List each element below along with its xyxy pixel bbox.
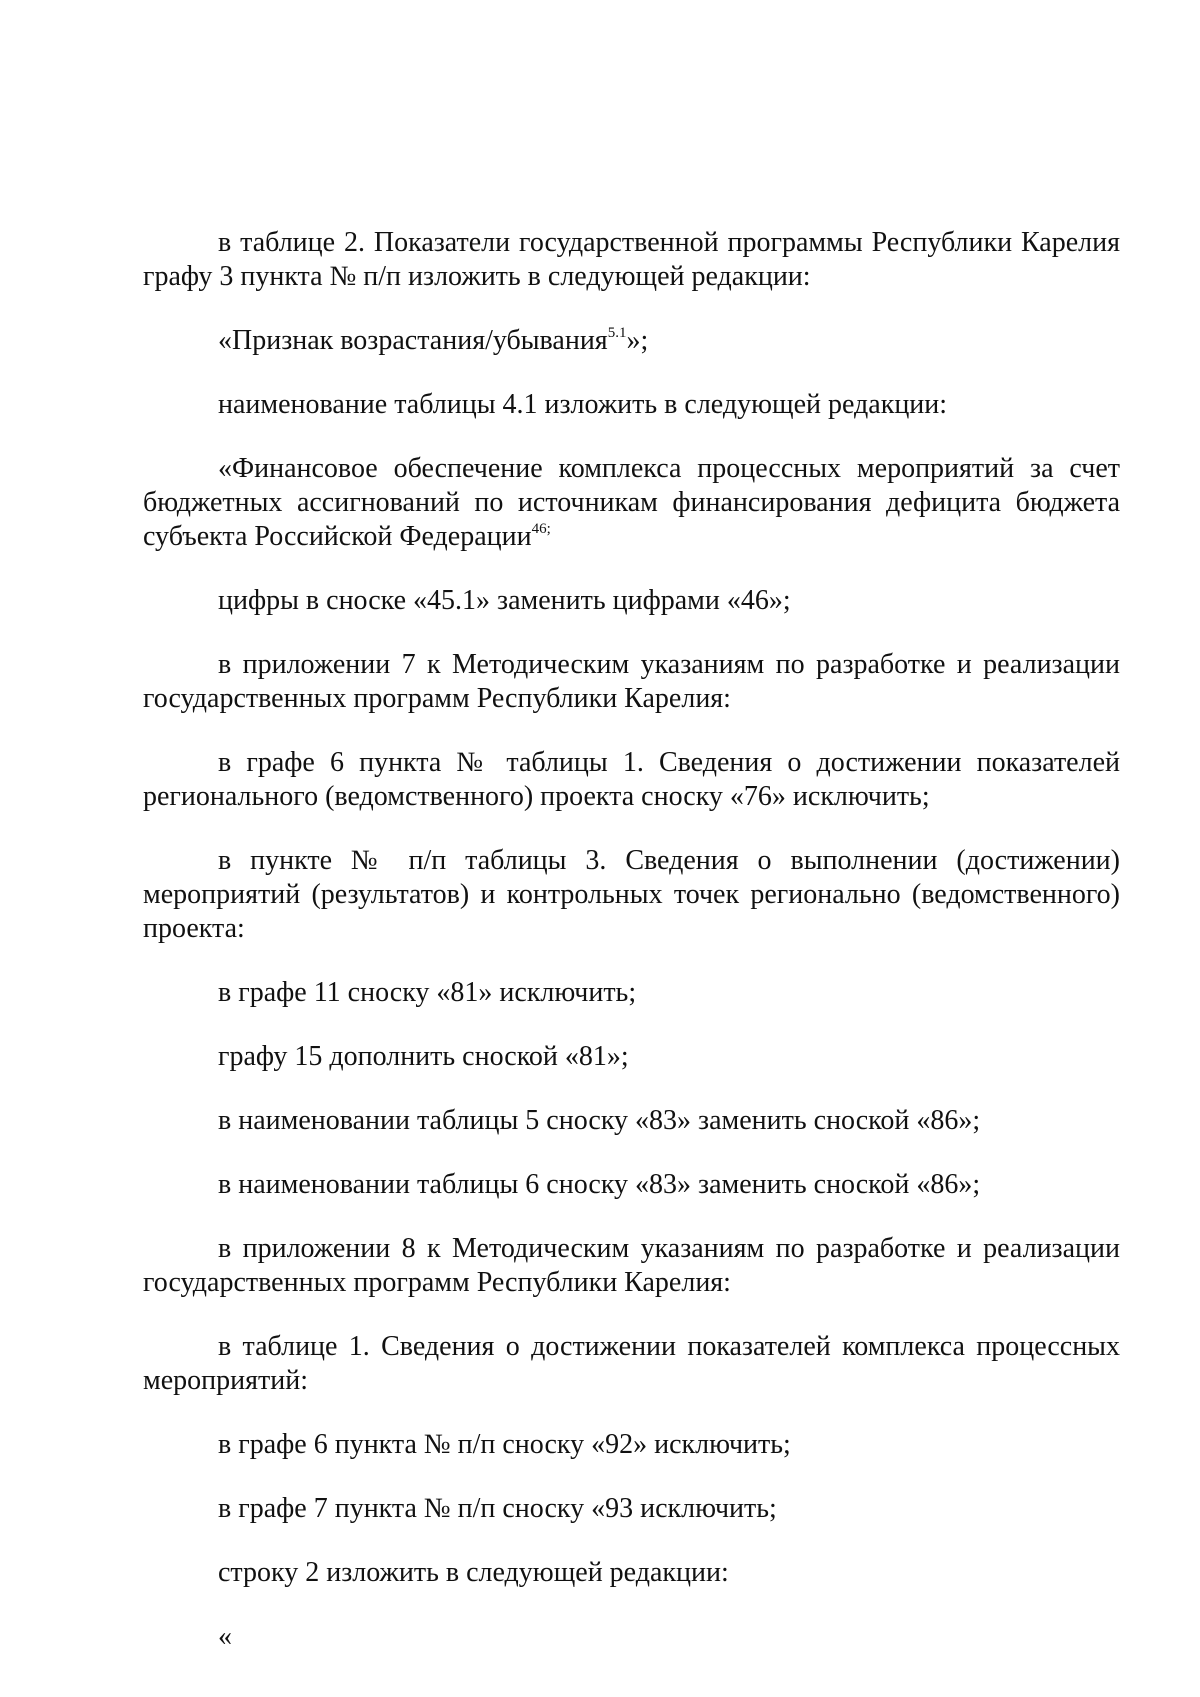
paragraph-5: цифры в сноске «45.1» заменить цифрами «46»;: [218, 585, 791, 616]
paragraph-1: в таблице 2. Показатели государственной программы Республики Карелия графу 3 пункта № п/п изложить в следующей редакции:: [143, 227, 1120, 292]
paragraph-15: в графе 6 пункта № п/п сноску «92» исключить;: [218, 1429, 791, 1460]
paragraph-2: «Признак возрастания/убывания$^{5.1}$»;: [218, 324, 649, 356]
paragraph-6: в приложении 7 к Методическим указаниям по разработке и реализации государственных программ Республики Карелия:: [143, 649, 1120, 714]
paragraph-4: «Финансовое обеспечение комплекса процессных мероприятий за счет бюджетных ассигнований по источникам финансирования дефицита бюджета субъекта Российской Федерации$^{46;}$: [143, 453, 1120, 552]
paragraph-17: строку 2 изложить в следующей редакции:: [218, 1557, 729, 1588]
paragraph-9: в графе 11 сноску «81» исключить;: [218, 977, 637, 1008]
paragraph-11: в наименовании таблицы 5 сноску «83» заменить сноской «86»;: [218, 1105, 981, 1136]
paragraph-13: в приложении 8 к Методическим указаниям по разработке и реализации государственных программ Республики Карелия:: [143, 1233, 1120, 1298]
paragraph-3: наименование таблицы 4.1 изложить в следующей редакции:: [218, 389, 948, 420]
paragraph-18: «: [218, 1621, 232, 1652]
paragraph-16: в графе 7 пункта № п/п сноску «93 исключить;: [218, 1493, 777, 1524]
document-body: [143, 226, 1120, 1654]
footnote-mark: 46;: [531, 520, 551, 537]
paragraph-14: в таблице 1. Сведения о достижении показателей комплекса процессных мероприятий:: [143, 1331, 1120, 1396]
footnote-mark: 5.1: [607, 324, 627, 341]
paragraph-7: в графе 6 пункта № таблицы 1. Сведения о достижении показателей регионального (ведомственного) проекта сноску «76» исключить;: [143, 747, 1120, 812]
paragraph-8: в пункте № п/п таблицы 3. Сведения о выполнении (достижении) мероприятий (результатов) и контрольных точек регионально (ведомственного) проекта:: [143, 845, 1120, 944]
paragraph-10: графу 15 дополнить сноской «81»;: [218, 1041, 629, 1072]
paragraph-12: в наименовании таблицы 6 сноску «83» заменить сноской «86»;: [218, 1169, 981, 1200]
